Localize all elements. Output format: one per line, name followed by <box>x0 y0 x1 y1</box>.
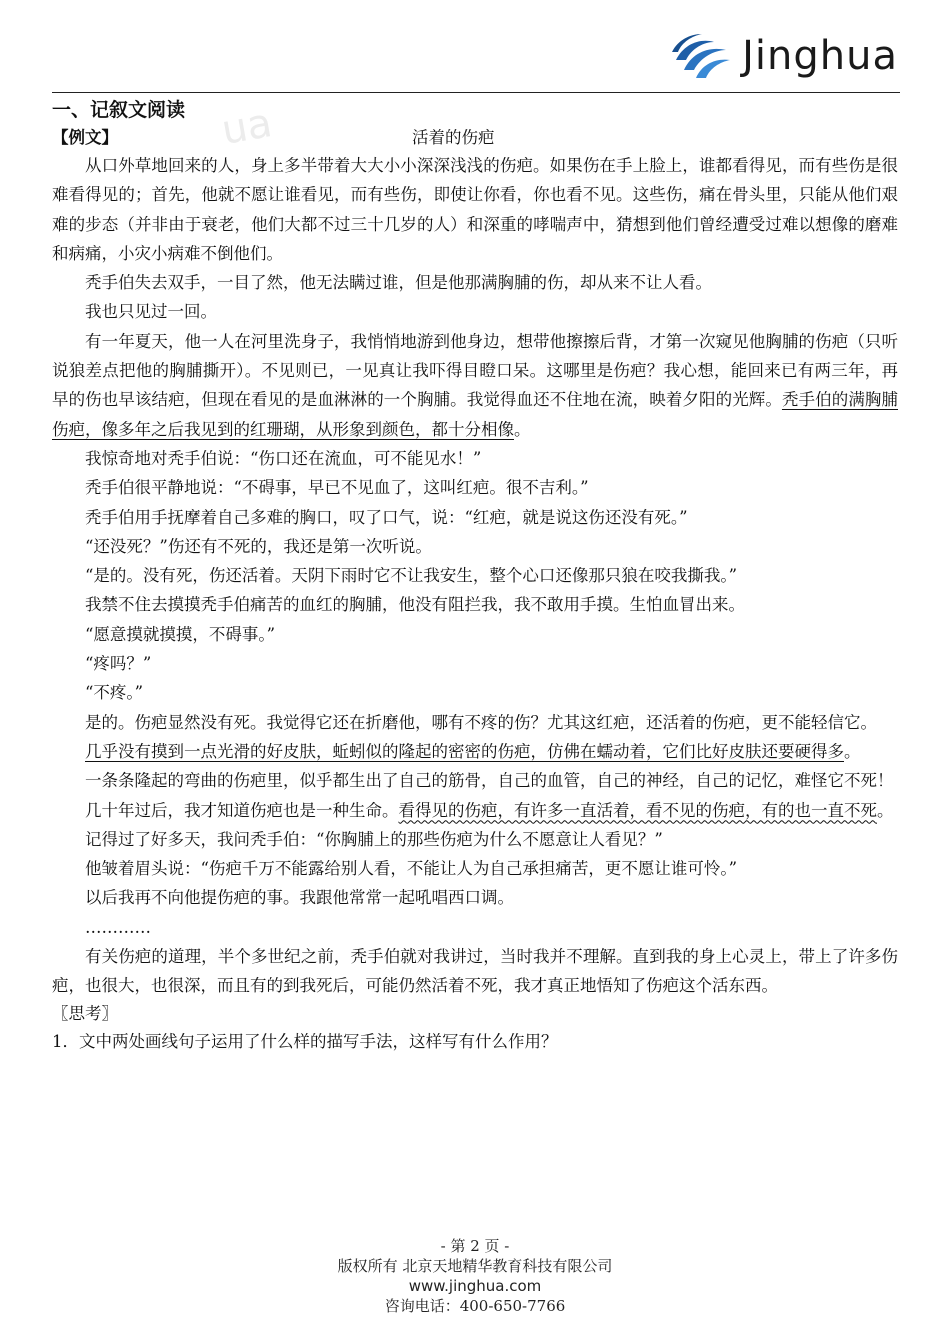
paragraph-10: 我禁不住去摸摸秃手伯痛苦的血红的胸脯，他没有阻拦我，我不敢用手摸。生怕血冒出来。 <box>85 595 745 615</box>
paragraph-11: “愿意摸就摸摸，不碍事。” <box>85 624 276 644</box>
example-label: 【例文】 <box>52 128 118 147</box>
article-title: 活着的伤疤 <box>412 128 495 147</box>
paragraph-16: 一条条隆起的弯曲的伤疤里，似乎都生出了自己的筋骨，自己的血管，自己的神经，自己的记忆，难怪它不死！ <box>85 771 894 791</box>
website-url: www.jinghua.com <box>408 1277 542 1295</box>
paragraph-15-tail: 。 <box>844 741 861 761</box>
paragraph-8: “还没死？”伤还有不死的，我还是第一次听说。 <box>85 536 432 556</box>
paragraph-13: “不疼。” <box>85 683 144 703</box>
paragraph-7: 秃手伯用手抚摩着自己多难的胸口，叹了口气，说：“红疤，就是说这伤还没有死。” <box>85 507 688 527</box>
paragraph-2: 秃手伯失去双手，一目了然，他无法瞒过谁，但是他那满胸脯的伤，却从来不让人看。 <box>85 273 712 293</box>
paragraph-5: 我惊奇地对秃手伯说：“伤口还在流血，可不能见水！” <box>85 448 482 468</box>
header-rule <box>52 92 900 93</box>
paragraph-20: 以后我再不向他提伤疤的事。我跟他常常一起吼唱西口调。 <box>85 888 514 908</box>
watermark: ua <box>218 100 276 154</box>
underlined-sentence-1: 秃手伯的满胸脯伤疤，像多年之后我见到的红珊瑚，从形象到颜色，都十分相像 <box>52 390 899 439</box>
paragraph-15 <box>52 737 898 766</box>
paragraph-18: 记得过了好多天，我问秃手伯：“你胸脯上的那些伤疤为什么不愿意让人看见？” <box>85 829 663 849</box>
paragraph-1: 从口外草地回来的人，身上多半带着大大小小深深浅浅的伤疤。如果伤在手上脸上，谁都看得见，而有些伤是很难看得见的；首先，他就不愿让谁看见，而有些伤，即使让你看，你也看不见。这些伤，痛在骨头里，只能从他们艰难的步态（并非由于衰老，他们大都不过三十几岁的人）和深重的哮喘声中，猜想到他们曾经遭受过难以想像的磨难和病痛，小灾小病难不倒他们。 <box>52 156 898 263</box>
question-1: 1．文中两处画线句子运用了什么样的描写手法，这样写有什么作用？ <box>52 1031 558 1051</box>
paragraph-4-tail: 。 <box>514 419 531 439</box>
think-label: 〖思考〗 <box>52 1003 118 1023</box>
page-number: - 第 2 页 - <box>440 1237 510 1255</box>
paragraph-17-text: 几十年过后，我才知道伤疤也是一种生命。 <box>85 800 399 820</box>
paragraph-14: 是的。伤疤显然没有死。我觉得它还在折磨他，哪有不疼的伤？尤其这红疤，还活着的伤疤，更不能轻信它。 <box>85 712 877 732</box>
document-body <box>52 96 898 1057</box>
section-title: 一、记叙文阅读 <box>52 99 186 121</box>
paragraph-17-tail: 。 <box>877 800 894 820</box>
paragraph-12: “疼吗？” <box>85 654 152 674</box>
paragraph-4 <box>52 327 898 444</box>
page-header <box>0 0 950 96</box>
paragraph-21: 有关伤疤的道理，半个多世纪之前，秃手伯就对我讲过，当时我并不理解。直到我的身上心灵上，带上了许多伤疤，也很大，也很深，而且有的到我死后，可能仍然活着不死，我才真正地悟知了伤疤这个活东西。 <box>52 947 898 996</box>
jinghua-logo-icon <box>670 30 732 82</box>
paragraph-4-text: 有一年夏天，他一人在河里洗身子，我悄悄地游到他身边，想带他擦擦后背，才第一次窥见他胸脯的伤疤（只听说狼差点把他的胸脯撕开）。不见则已，一见真让我吓得目瞪口呆。这哪里是伤疤？我心想，能回来已有两三年，再早的伤也早该结疤，但现在看见的是血淋淋的一个胸脯。我觉得血还不住地在流，映着夕阳的光辉。 <box>52 331 898 410</box>
jinghua-logo <box>670 30 898 82</box>
ellipsis-line: ………… <box>85 917 151 937</box>
wavy-underlined-sentence: 看得见的伤疤，有许多一直活着，看不见的伤疤，有的也一直不死 <box>398 800 877 820</box>
copyright: 版权所有 北京天地精华教育科技有限公司 <box>337 1257 613 1275</box>
logo-text: Jinghua <box>742 33 898 79</box>
underlined-sentence-2: 几乎没有摸到一点光滑的好皮肤，蚯蚓似的隆起的密密的伤疤，仿佛在蠕动着，它们比好皮肤还要硬得多 <box>85 741 844 761</box>
paragraph-19: 他皱着眉头说：“伤疤千万不能露给别人看，不能让人为自己承担痛苦，更不愿让谁可怜。” <box>85 859 738 879</box>
paragraph-3: 我也只见过一回。 <box>85 302 217 322</box>
paragraph-9: “是的。没有死，伤还活着。天阴下雨时它不让我安生，整个心口还像那只狼在咬我撕我。” <box>85 566 738 586</box>
paragraph-17 <box>52 796 898 825</box>
phone: 咨询电话：400-650-7766 <box>384 1297 566 1315</box>
page-footer <box>0 1236 950 1316</box>
paragraph-6: 秃手伯很平静地说：“不碍事，早已不见血了，这叫红疤。很不吉利。” <box>85 478 589 498</box>
